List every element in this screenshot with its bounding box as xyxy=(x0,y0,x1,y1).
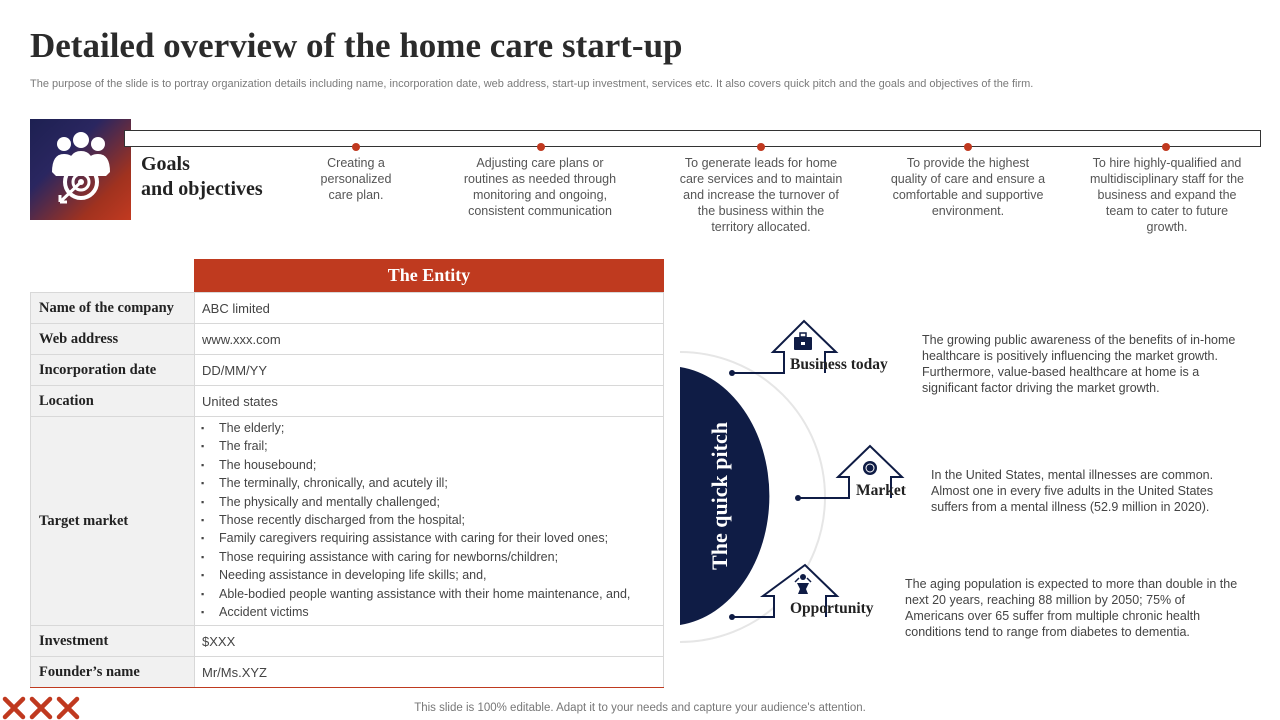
list-item: ▪ Able-bodied people wanting assistance with their home maintenance, and, xyxy=(201,586,663,604)
list-item: ▪ Those requiring assistance with caring for newborns/children; xyxy=(201,549,663,567)
goals-icon-tile xyxy=(30,119,131,220)
table-row xyxy=(31,417,664,626)
timeline-dot xyxy=(352,143,360,151)
row-value: United states xyxy=(195,386,664,417)
row-label: Investment xyxy=(31,626,195,657)
row-label: Web address xyxy=(31,324,195,355)
timeline-dot xyxy=(757,143,765,151)
page-title: Detailed overview of the home care start-up xyxy=(30,26,683,65)
table-row xyxy=(31,355,664,386)
list-item: ▪ Needing assistance in developing life skills; and, xyxy=(201,567,663,585)
goal-item: Adjusting care plans or routines as needed through monitoring and ongoing, consistent communication xyxy=(463,156,617,218)
list-item: ▪ The elderly; xyxy=(201,420,663,438)
goal-item: Creating a personalized care plan. xyxy=(320,156,392,202)
list-item: ▪ Those recently discharged from the hospital; xyxy=(201,512,663,530)
list-item: ▪ Accident victims xyxy=(201,604,663,622)
list-item: ▪ The terminally, chronically, and acutely ill; xyxy=(201,475,663,493)
table-row xyxy=(31,386,664,417)
business-today-label: Business today xyxy=(790,356,888,373)
table-row xyxy=(31,293,664,324)
goals-title: Goals and objectives xyxy=(141,153,263,200)
opportunity-text: The aging population is expected to more than double in the next 20 years, reaching 88 million by 2050; 75% of Americans over 65 suffer from multiple chronic health conditions tend to range from diabetes to dementia. xyxy=(905,577,1238,639)
timeline-dot xyxy=(964,143,972,151)
table-row xyxy=(31,324,664,355)
list-item: ▪ Family caregivers requiring assistance with caring for their loved ones; xyxy=(201,530,663,548)
target-market-list xyxy=(195,417,663,625)
timeline-dot xyxy=(1162,143,1170,151)
business-today-text: The growing public awareness of the benefits of in-home healthcare is positively influencing the market growth. Furthermore, value-based healthcare at home is a significant factor driving the market growth. xyxy=(922,333,1236,395)
team-target-icon xyxy=(46,132,116,208)
entity-table xyxy=(30,292,664,688)
page-subtitle: The purpose of the slide is to portray organization details including name, incorporation date, web address, start-up investment, services etc. It also covers quick pitch and the goals and objectives of the firm. xyxy=(30,78,1034,90)
timeline-dot xyxy=(537,143,545,151)
target-market-cell xyxy=(195,417,664,626)
row-value: www.xxx.com xyxy=(195,324,664,355)
row-value: DD/MM/YY xyxy=(195,355,664,386)
row-value: ABC limited xyxy=(195,293,664,324)
list-item: ▪ The housebound; xyxy=(201,457,663,475)
opportunity-label: Opportunity xyxy=(790,600,874,617)
goal-item: To generate leads for home care services and to maintain and increase the turnover of the business within the territory allocated. xyxy=(679,156,843,234)
table-row xyxy=(31,657,664,688)
row-value: $XXX xyxy=(195,626,664,657)
quick-pitch-title: The quick pitch xyxy=(707,421,732,570)
row-label: Location xyxy=(31,386,195,417)
list-item: ▪ The frail; xyxy=(201,438,663,456)
goal-item: To provide the highest quality of care and ensure a comfortable and supportive environment. xyxy=(890,156,1046,218)
entity-header: The Entity xyxy=(194,259,664,292)
row-label: Incorporation date xyxy=(31,355,195,386)
market-label: Market xyxy=(856,482,906,499)
market-text: In the United States, mental illnesses are common. Almost one in every five adults in the United States suffers from a mental illness (52.9 million in 2020). xyxy=(931,468,1214,514)
goal-item: To hire highly-qualified and multidisciplinary staff for the business and expand the team to cater to future growth. xyxy=(1090,156,1244,234)
row-value: Mr/Ms.XYZ xyxy=(195,657,664,688)
list-item: ▪ The physically and mentally challenged; xyxy=(201,494,663,512)
table-row xyxy=(31,626,664,657)
footer-note: This slide is 100% editable. Adapt it to your needs and capture your audience's attention. xyxy=(414,702,866,714)
row-label: Founder’s name xyxy=(31,657,195,688)
row-label: Name of the company xyxy=(31,293,195,324)
goals-timeline-bar xyxy=(124,130,1261,147)
market-icon xyxy=(863,461,877,475)
row-label: Target market xyxy=(31,417,195,626)
